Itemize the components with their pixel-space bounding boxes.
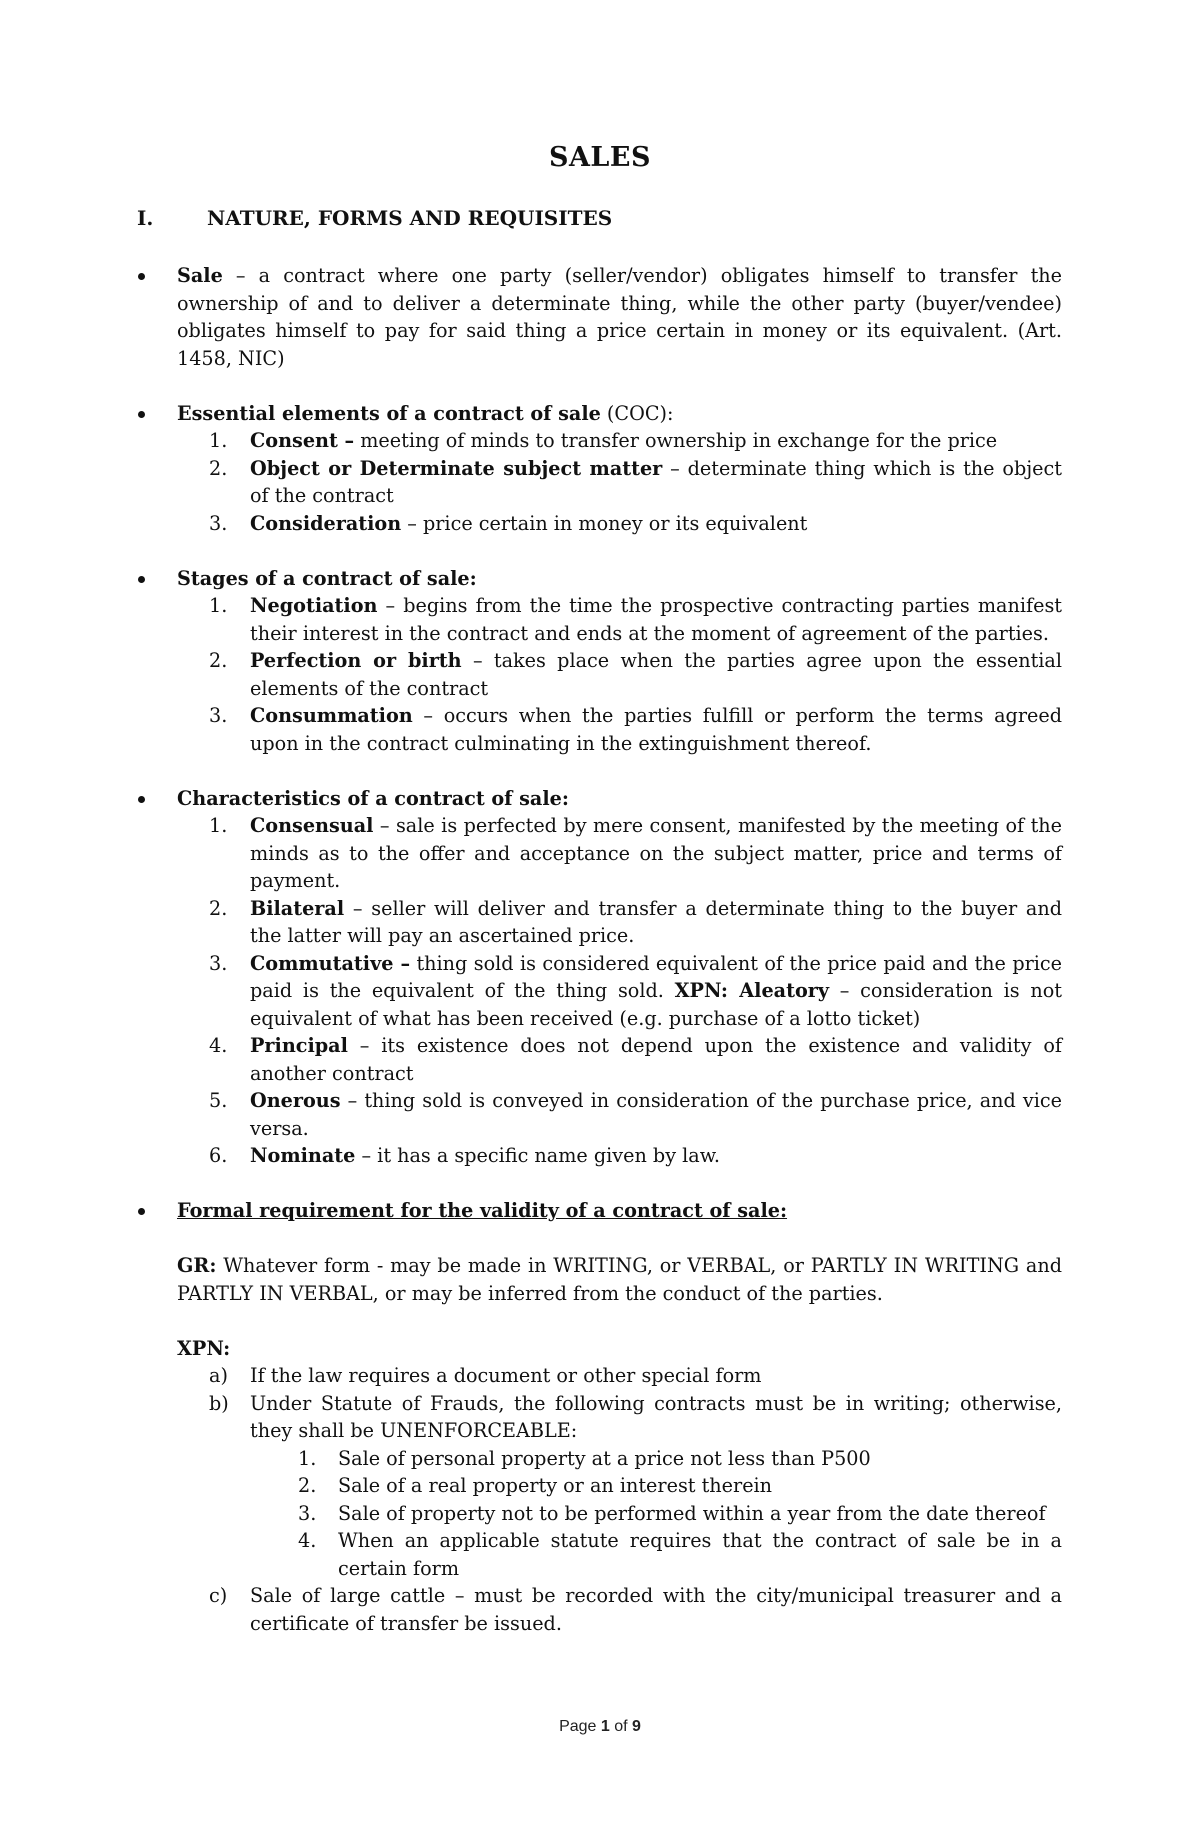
essential-heading: Essential elements of a contract of sale (COC): xyxy=(177,401,674,425)
sale-term: Sale xyxy=(177,264,223,287)
bullet-icon xyxy=(138,411,145,418)
characteristics-list xyxy=(177,812,1062,1170)
list-item: 5. Onerous – thing sold is conveyed in consideration of the purchase price, and vice versa. xyxy=(209,1089,1062,1140)
stages-list xyxy=(177,592,1062,757)
list-item: 2. Bilateral – seller will deliver and transfer a determinate thing to the buyer and the latter will pay an ascertained price. xyxy=(209,896,1062,947)
list-item: 2. Sale of a real property or an interest therein xyxy=(298,1474,773,1497)
stages-heading: Stages of a contract of sale: xyxy=(177,566,477,590)
bullet-icon xyxy=(138,273,145,280)
characteristics-of-sale xyxy=(137,785,1062,1170)
essential-list xyxy=(177,427,1062,537)
bullet-icon xyxy=(138,1208,145,1215)
list-item: 1. Consent – meeting of minds to transfer ownership in exchange for the price xyxy=(209,429,998,452)
list-item: 3. Consideration – price certain in money or its equivalent xyxy=(209,511,808,535)
list-item: 1. Consensual – sale is perfected by mere consent, manifested by the meeting of the minds as to the offer and acceptance on the subject matter, price and terms of payment. xyxy=(209,814,1062,892)
list-item: 1. Sale of personal property at a price not less than P500 xyxy=(298,1446,871,1470)
list-item: a) If the law requires a document or other special form xyxy=(209,1364,762,1387)
content-body xyxy=(137,262,1062,1665)
list-item: 1. Negotiation – begins from the time the prospective contracting parties manifest their interest in the contract and ends at the moment of agreement of the parties. xyxy=(209,594,1062,645)
list-item: 3. Sale of property not to be performed within a year from the date thereof xyxy=(298,1501,1046,1525)
list-item: 3. Consummation – occurs when the parties fulfill or perform the terms agreed upon in the contract culminating in the extinguishment thereof. xyxy=(209,704,1062,755)
current-page-number: 1 xyxy=(600,1718,610,1735)
essential-elements xyxy=(137,400,1062,538)
list-item: 2. Object or Determinate subject matter – determinate thing which is the object of the contract xyxy=(209,456,1062,507)
list-item: 4. When an applicable statute requires that the contract of sale be in a certain form xyxy=(298,1529,1062,1580)
bullet-icon xyxy=(138,576,145,583)
section-number: I. xyxy=(137,206,154,230)
list-item: b) Under Statute of Frauds, the following contracts must be in writing; otherwise, they shall be UNENFORCEABLE: xyxy=(209,1391,1062,1442)
stages-of-sale xyxy=(137,565,1062,758)
list-item: 3. Commutative – thing sold is considered equivalent of the price paid and the price paid is the equivalent of the thing sold. XPN: Aleatory – consideration is not equivalent of what has been received (e.g. purchase of a lotto ticket) xyxy=(209,951,1063,1030)
formal-heading: Formal requirement for the validity of a contract of sale: xyxy=(177,1199,788,1222)
total-pages: 9 xyxy=(632,1718,641,1735)
characteristics-heading: Characteristics of a contract of sale: xyxy=(177,786,569,810)
sale-text: – a contract where one party (seller/vendor) obligates himself to transfer the ownership of and to deliver a determinate thing, while the other party (buyer/vendee) obligates himself to pay for said thing a price certain in money or its equivalent. (Art. 1458, NIC) xyxy=(177,264,1062,370)
bullet-icon xyxy=(138,796,145,803)
list-item: 6. Nominate – it has a specific name given by law. xyxy=(209,1144,720,1167)
section-heading xyxy=(137,206,612,230)
exceptions-label: XPN: xyxy=(177,1336,231,1360)
list-item: 4. Principal – its existence does not depend upon the existence and validity of another contract xyxy=(209,1034,1062,1085)
page-footer: Page 1 of 9 xyxy=(559,1718,641,1735)
exceptions-list xyxy=(177,1362,1062,1637)
list-item: c) Sale of large cattle – must be recorded with the city/municipal treasurer and a certificate of transfer be issued. xyxy=(209,1584,1062,1635)
sale-definition xyxy=(137,262,1062,372)
general-rule: GR: Whatever form - may be made in WRITING, or VERBAL, or PARTLY IN WRITING and PARTLY IN VERBAL, or may be inferred from the conduct of the parties. xyxy=(177,1254,1062,1305)
list-item: 2. Perfection or birth – takes place when the parties agree upon the essential elements of the contract xyxy=(209,649,1062,700)
formal-requirement xyxy=(137,1197,1062,1637)
statute-of-frauds-list xyxy=(177,1445,1062,1583)
section-title: NATURE, FORMS AND REQUISITES xyxy=(207,206,613,230)
page-title: SALES xyxy=(548,142,651,173)
